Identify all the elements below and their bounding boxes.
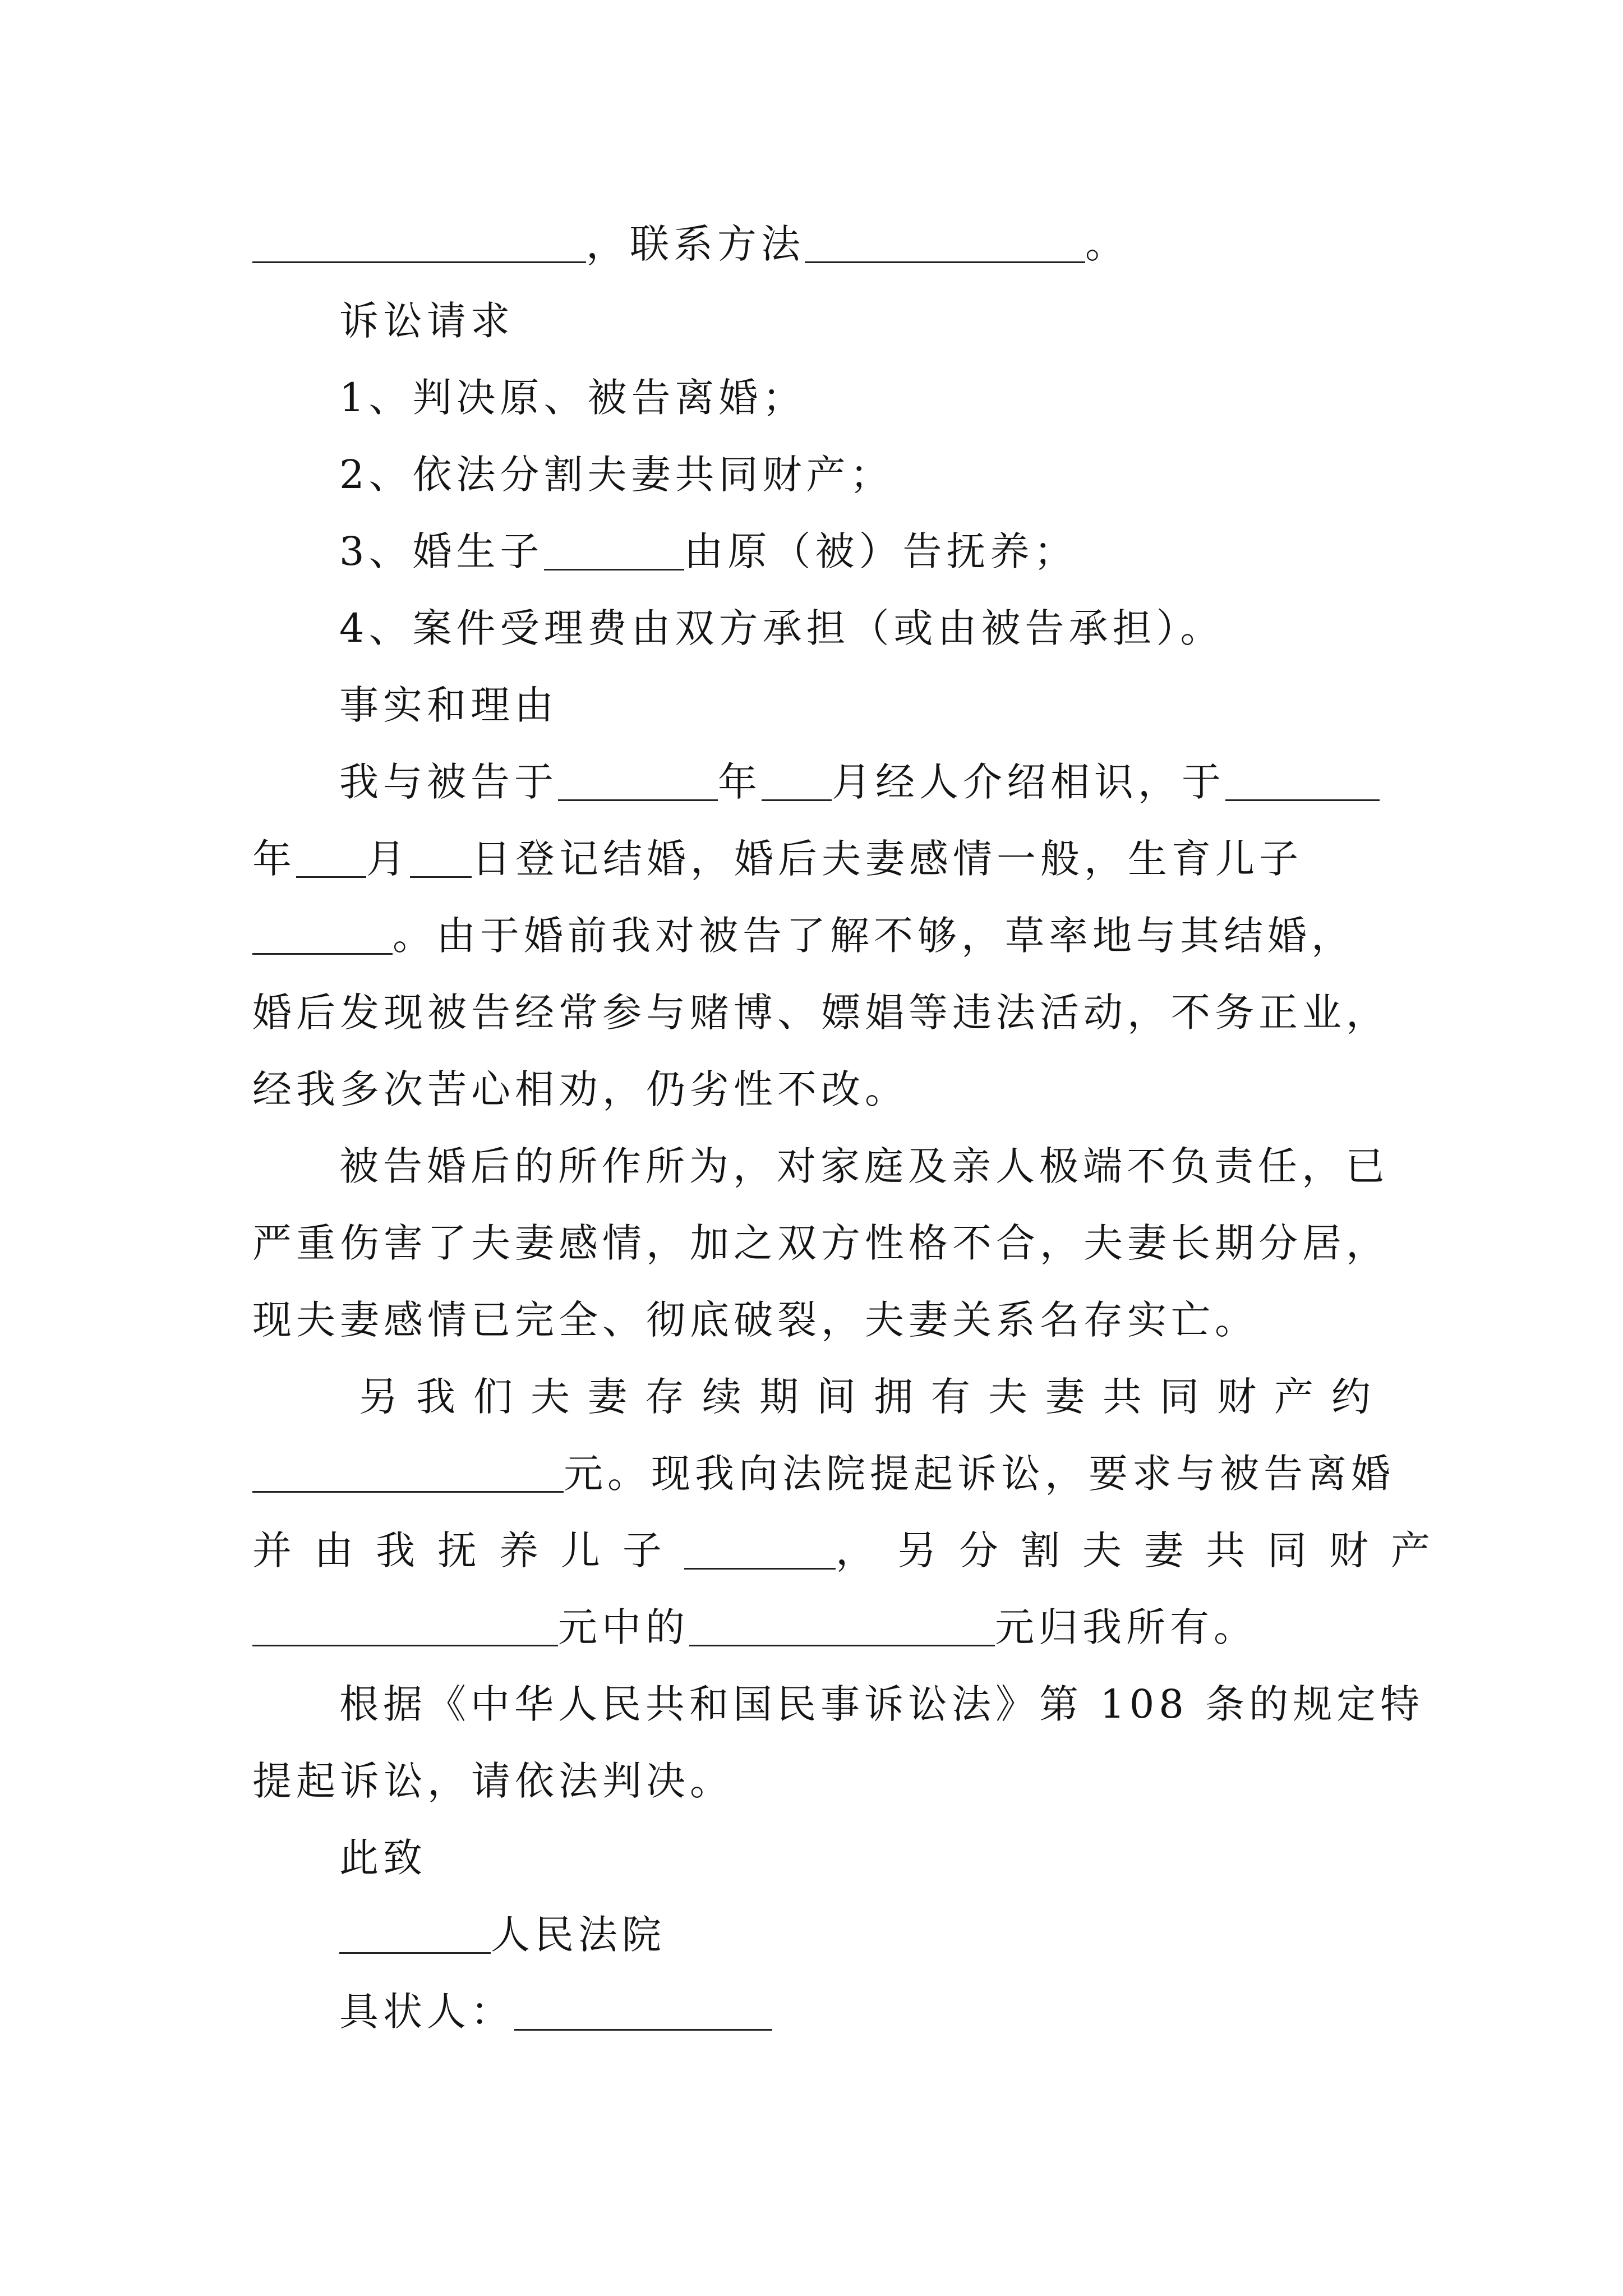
blank-field (252, 1605, 558, 1646)
contact-line (252, 213, 1391, 275)
paragraph-line: 婚后发现被告经常参与赌博、嫖娼等违法活动，不务正业， (252, 990, 1390, 1036)
blank-field (805, 222, 1085, 263)
blank-field (296, 837, 366, 878)
contact-label: ，联系方法 (586, 221, 805, 267)
paragraph-line: 提起诉讼，请依法判决。 (252, 1758, 734, 1804)
court-line: 人民法院 (339, 1904, 1391, 1966)
blank-field (252, 1452, 564, 1493)
blank-field (684, 1529, 836, 1570)
paragraph-line: 元中的 元归我所有。 (252, 1596, 1391, 1658)
paragraph-line: 经我多次苦心相劝，仍劣性不改。 (252, 1066, 909, 1112)
paragraph-line: 元。现我向法院提起诉讼，要求与被告离婚 (252, 1443, 1391, 1504)
blank-field (410, 837, 472, 878)
paragraph-line: 年 月 日登记结婚，婚后夫妻感情一般，生育儿子 (252, 836, 1303, 882)
blank-field (252, 222, 586, 263)
paragraph-line: 并由我抚养儿子 ，另分割夫妻共同财产 (252, 1527, 1453, 1573)
section-heading-claims: 诉讼请求 (339, 298, 514, 344)
paragraph-line: 我与被告于 年 月经人介绍相识，于 (339, 751, 1391, 813)
blank-field (762, 760, 832, 801)
paragraph-line: 严重伤害了夫妻感情，加之双方性格不合，夫妻长期分居， (252, 1220, 1390, 1266)
blank-field (252, 914, 393, 955)
salutation: 此致 (339, 1835, 427, 1881)
section-heading-facts: 事实和理由 (339, 682, 558, 728)
paragraph-line: 另我们夫妻存续期间拥有夫妻共同财产约 (359, 1374, 1389, 1420)
paragraph-line: 被告婚后的所作所为，对家庭及亲人极端不负责任，已 (339, 1143, 1389, 1189)
signature-line: 具状人： (339, 1981, 1391, 2042)
paragraph-line: 。由于婚前我对被告了解不够，草率地与其结婚， (252, 905, 1391, 967)
claim-item-2: 2、依法分割夫妻共同财产； (339, 452, 894, 498)
paragraph-line: 根据《中华人民共和国民事诉讼法》第 108 条的规定特 (339, 1681, 1424, 1727)
period: 。 (1085, 221, 1129, 267)
blank-field (544, 530, 684, 570)
claim-item-3: 3、婚生子 由原（被）告抚养； (339, 528, 1078, 574)
blank-field (1225, 760, 1380, 801)
blank-field (514, 1990, 772, 2031)
paragraph-line: 现夫妻感情已完全、彻底破裂，夫妻关系名存实亡。 (252, 1297, 1258, 1343)
blank-field (558, 760, 718, 801)
blank-field (339, 1913, 491, 1954)
claim-item-4: 4、案件受理费由双方承担（或由被告承担）。 (339, 605, 1224, 651)
claim-item-1: 1、判决原、被告离婚； (339, 375, 806, 421)
blank-field (689, 1605, 995, 1646)
